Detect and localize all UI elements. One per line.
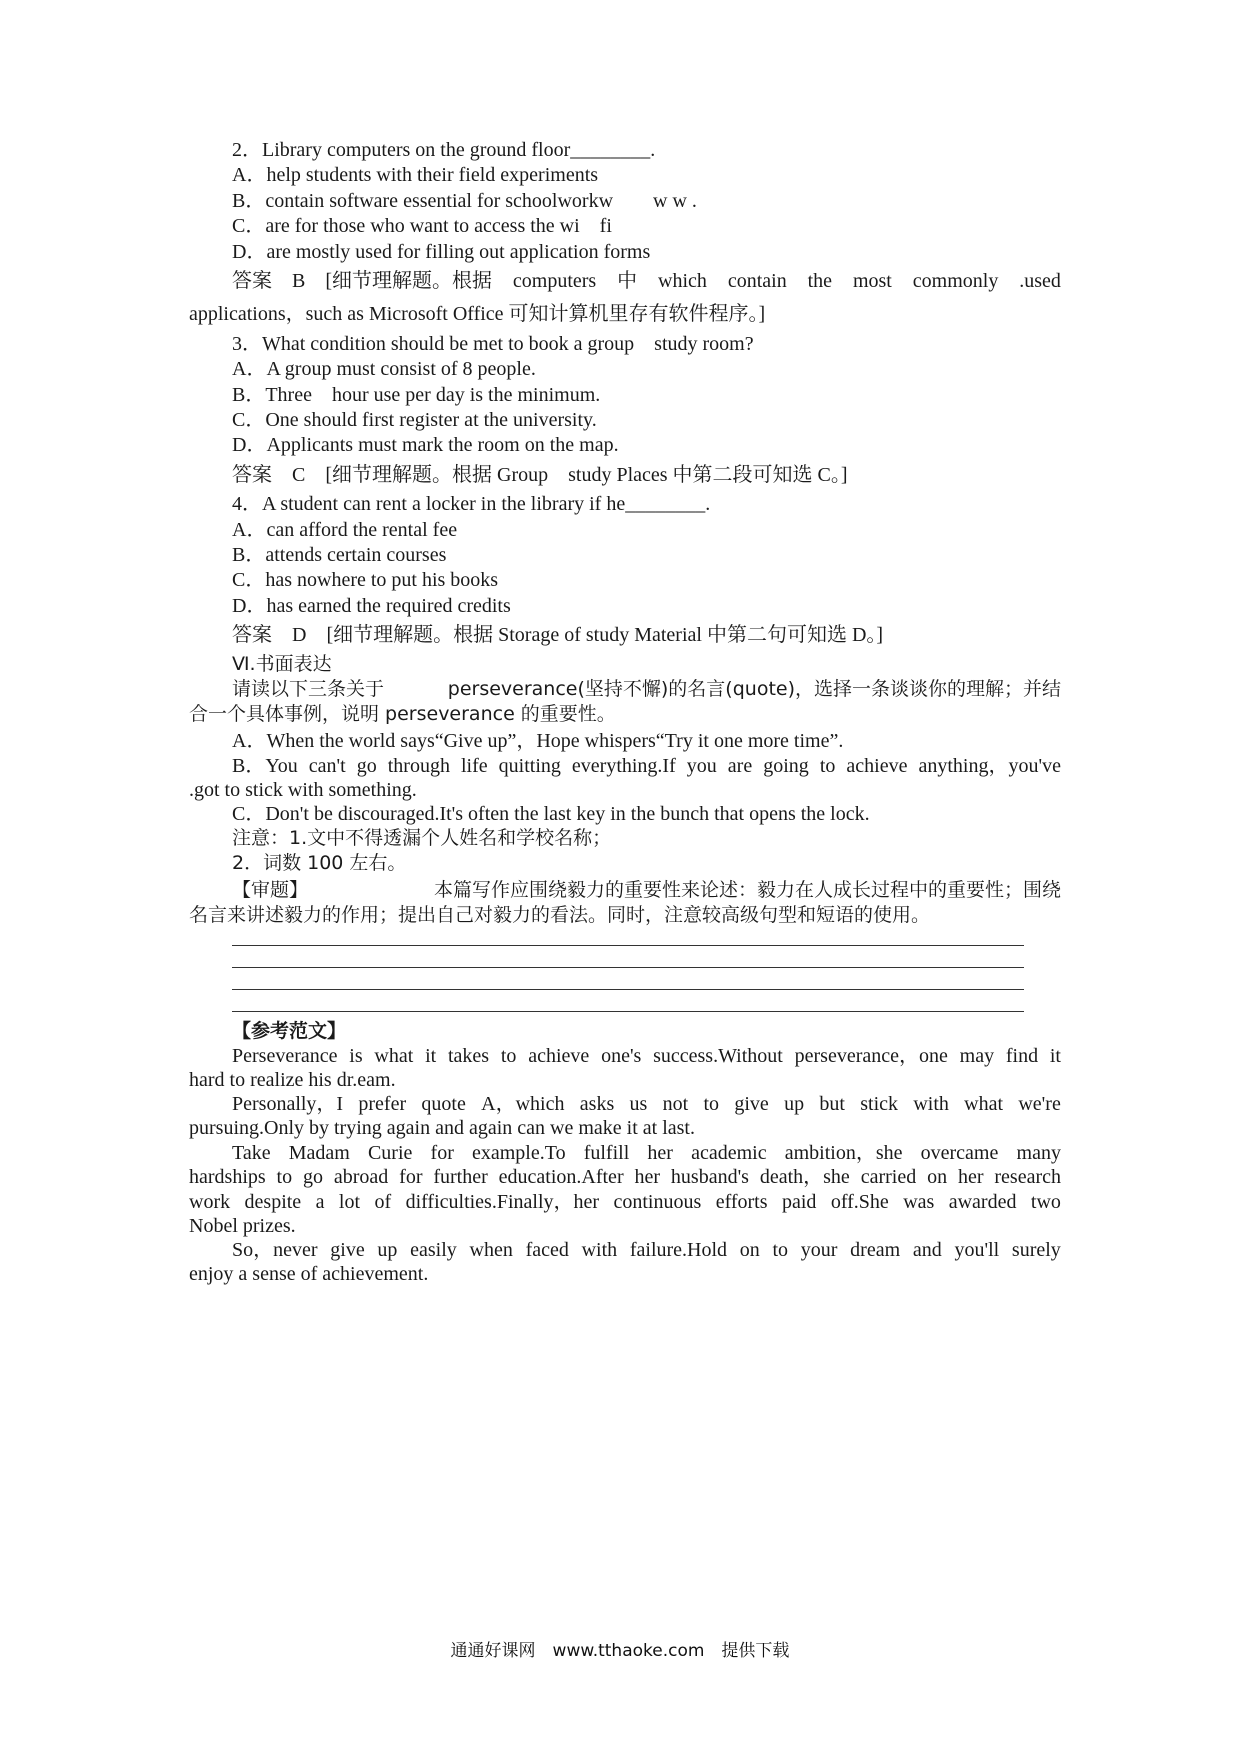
question-2-option-d: D．are mostly used for filling out application forms — [232, 241, 651, 263]
justified-word: most — [852, 270, 892, 292]
justified-word: prefer — [358, 1093, 407, 1115]
justified-word: quitting — [498, 755, 561, 777]
question-2-answer — [232, 268, 1061, 294]
justified-word: success.Without — [653, 1045, 783, 1067]
justified-word: and — [912, 1239, 942, 1261]
writing-prompt — [232, 676, 1061, 702]
sample-paragraph-1 — [232, 1043, 1061, 1069]
justified-word: ambition，she — [784, 1142, 903, 1164]
section-title: Ⅵ.书面表达 — [232, 653, 332, 675]
justified-word: further — [433, 1166, 488, 1188]
justified-word: with — [581, 1239, 618, 1261]
justified-word: stick — [860, 1093, 899, 1115]
justified-word: failure.Hold — [629, 1239, 728, 1261]
justified-word: efforts — [715, 1191, 768, 1213]
justified-word: despite — [244, 1191, 302, 1213]
justified-word: research — [994, 1166, 1061, 1188]
question-2-answer-cont: applications，such as Microsoft Office 可知计算机里存有软件程序。] — [189, 303, 766, 325]
justified-word: 中 — [617, 270, 638, 292]
justified-word: lot — [338, 1191, 361, 1213]
justified-word: off.She — [830, 1191, 889, 1213]
justified-word: you — [686, 755, 717, 777]
quote-a: A．When the world says“Give up”，Hope whispers“Try it one more time”. — [232, 730, 844, 752]
question-3-option-a: A．A group must consist of 8 people. — [232, 358, 536, 380]
justified-word: commonly — [912, 270, 999, 292]
justified-word: what — [964, 1093, 1004, 1115]
justified-word: her — [634, 1166, 661, 1188]
justified-word: A，which — [481, 1093, 565, 1115]
justified-word: it — [1049, 1045, 1061, 1067]
justified-word: may — [959, 1045, 995, 1067]
justified-word: for — [399, 1166, 423, 1188]
justified-word: was — [903, 1191, 935, 1213]
justified-word: is — [349, 1045, 363, 1067]
justified-word: So，never — [232, 1239, 318, 1261]
note-2: 2．词数 100 左右。 — [232, 852, 407, 874]
answer-line — [232, 989, 1024, 990]
justified-word: contain — [727, 270, 787, 292]
justified-word: going — [763, 755, 809, 777]
sample-paragraph-2 — [232, 1091, 1061, 1117]
question-2-option-a: A．help students with their field experiments — [232, 164, 599, 186]
sample-heading: 【参考范文】 — [232, 1020, 347, 1042]
justified-word: on — [927, 1166, 948, 1188]
analysis — [232, 877, 1061, 903]
justified-word: achieve — [846, 755, 908, 777]
justified-word: abroad — [333, 1166, 389, 1188]
justified-word: we're — [1018, 1093, 1061, 1115]
justified-word: up — [784, 1093, 805, 1115]
justified-word: the — [807, 270, 833, 292]
question-2-option-b: B．contain software essential for schoolworkw w w . — [232, 190, 697, 212]
justified-word: her — [647, 1142, 673, 1164]
question-3-option-c: C．One should first register at the university. — [232, 409, 597, 431]
justified-word: fulfill — [583, 1142, 630, 1164]
question-4-option-a: A．can afford the rental fee — [232, 519, 458, 541]
justified-word: perseverance，one — [794, 1045, 948, 1067]
justified-word: not — [662, 1093, 689, 1115]
justified-word: us — [629, 1093, 648, 1115]
justified-word: Madam — [288, 1142, 350, 1164]
justified-word: hardships — [189, 1166, 266, 1188]
justified-word: .used — [1019, 270, 1061, 292]
justified-word: Take — [232, 1142, 271, 1164]
justified-word: Perseverance — [232, 1045, 338, 1067]
quote-b — [232, 753, 1061, 779]
sample-paragraph-1-cont: hard to realize his dr.eam. — [189, 1069, 396, 1091]
justified-word: up — [377, 1239, 398, 1261]
justified-word: 【审题】 — [232, 879, 309, 901]
sample-paragraph-2-cont: pursuing.Only by trying again and again can we make it at last. — [189, 1117, 695, 1139]
justified-word: what — [374, 1045, 414, 1067]
sample-paragraph-3-line-4: Nobel prizes. — [189, 1215, 296, 1237]
justified-word: quote — [421, 1093, 466, 1115]
quote-c: C．Don't be discouraged.It's often the last key in the bunch that opens the lock. — [232, 803, 870, 825]
justified-word: awarded — [948, 1191, 1017, 1213]
justified-word: it — [425, 1045, 437, 1067]
justified-word: a — [315, 1191, 325, 1213]
justified-word: to — [703, 1093, 720, 1115]
justified-word: of — [374, 1191, 392, 1213]
answer-line — [232, 945, 1024, 946]
justified-word: to — [276, 1166, 293, 1188]
justified-word: 答案 B [细节理解题。根据 — [232, 270, 492, 292]
question-2-stem: 2．Library computers on the ground floor________. — [232, 139, 656, 161]
justified-word: for — [430, 1142, 454, 1164]
justified-word: death，she — [759, 1166, 850, 1188]
justified-word: 本篇写作应围绕毅力的重要性来论述：毅力在人成长过程中的重要性；围绕 — [433, 879, 1061, 901]
justified-word: are — [727, 755, 753, 777]
question-3-option-b: B．Three hour use per day is the minimum. — [232, 384, 601, 406]
justified-word: B．You — [232, 755, 298, 777]
justified-word: anything，you've — [918, 755, 1061, 777]
justified-word: carried — [860, 1166, 917, 1188]
justified-word: through — [387, 755, 450, 777]
question-3-option-d: D．Applicants must mark the room on the map. — [232, 434, 619, 456]
justified-word: computers — [512, 270, 597, 292]
question-4-option-c: C．has nowhere to put his books — [232, 569, 499, 591]
justified-word: perseverance(坚持不懈)的名言(quote)，选择一条谈谈你的理解；并结 — [447, 678, 1061, 700]
justified-word: give — [330, 1239, 365, 1261]
justified-word: her — [957, 1166, 984, 1188]
justified-word: your — [800, 1239, 838, 1261]
justified-word: dream — [850, 1239, 901, 1261]
justified-word: achieve — [528, 1045, 590, 1067]
justified-word: faced — [525, 1239, 569, 1261]
question-3-stem: 3．What condition should be met to book a group study room? — [232, 333, 754, 355]
justified-word: with — [913, 1093, 949, 1115]
question-4-answer: 答案 D [细节理解题。根据 Storage of study Material 中第二句可知选 D。] — [232, 624, 884, 646]
justified-word: to — [772, 1239, 789, 1261]
justified-word: but — [819, 1093, 845, 1115]
justified-word: academic — [691, 1142, 767, 1164]
question-4-stem: 4．A student can rent a locker in the library if he________. — [232, 493, 711, 515]
justified-word: life — [460, 755, 488, 777]
justified-word: easily — [410, 1239, 457, 1261]
justified-word: give — [734, 1093, 769, 1115]
justified-word: go — [302, 1166, 323, 1188]
sample-paragraph-3 — [232, 1140, 1061, 1166]
justified-word: when — [469, 1239, 513, 1261]
sample-paragraph-3-line-3 — [189, 1189, 1061, 1215]
question-4-option-d: D．has earned the required credits — [232, 595, 511, 617]
question-2-option-c: C．are for those who want to access the wi fi — [232, 215, 612, 237]
justified-word: 请读以下三条关于 — [232, 678, 385, 700]
justified-word: to — [500, 1045, 517, 1067]
justified-word: which — [658, 270, 707, 292]
quote-b-cont: .got to stick with something. — [189, 779, 417, 801]
justified-word: asks — [579, 1093, 615, 1115]
sample-paragraph-3-line-2 — [189, 1164, 1061, 1190]
justified-word: go — [356, 755, 377, 777]
justified-word: example.To — [472, 1142, 566, 1164]
justified-word: many — [1016, 1142, 1061, 1164]
justified-word: one's — [601, 1045, 642, 1067]
question-3-answer: 答案 C [细节理解题。根据 Group study Places 中第二段可知选 C。] — [232, 464, 848, 486]
analysis-cont: 名言来讲述毅力的作用；提出自己对毅力的看法。同时，注意较高级句型和短语的使用。 — [189, 904, 931, 926]
justified-word: husband's — [670, 1166, 749, 1188]
justified-word: Personally，I — [232, 1093, 344, 1115]
justified-word: everything.If — [571, 755, 676, 777]
justified-word: education.After — [498, 1166, 624, 1188]
justified-word: two — [1030, 1191, 1061, 1213]
justified-word: find — [1005, 1045, 1039, 1067]
justified-word: Curie — [367, 1142, 413, 1164]
justified-word: work — [189, 1191, 231, 1213]
justified-word: overcame — [920, 1142, 999, 1164]
footer-watermark: 通通好课网 www.tthaoke.com 提供下载 — [450, 1641, 790, 1661]
answer-line — [232, 1011, 1024, 1012]
question-4-option-b: B．attends certain courses — [232, 544, 447, 566]
justified-word: difficulties.Finally，her — [405, 1191, 600, 1213]
sample-paragraph-4 — [232, 1237, 1061, 1263]
answer-line — [232, 967, 1024, 968]
justified-word: to — [819, 755, 836, 777]
justified-word: takes — [447, 1045, 490, 1067]
justified-word: paid — [781, 1191, 817, 1213]
justified-word: continuous — [613, 1191, 702, 1213]
justified-word: surely — [1011, 1239, 1061, 1261]
justified-word: on — [739, 1239, 760, 1261]
justified-word: you'll — [954, 1239, 1000, 1261]
sample-paragraph-4-cont: enjoy a sense of achievement. — [189, 1263, 429, 1285]
note-1: 注意：1.文中不得透漏个人姓名和学校名称； — [232, 827, 612, 849]
writing-prompt-cont: 合一个具体事例，说明 perseverance 的重要性。 — [189, 703, 616, 725]
justified-word: can't — [308, 755, 346, 777]
